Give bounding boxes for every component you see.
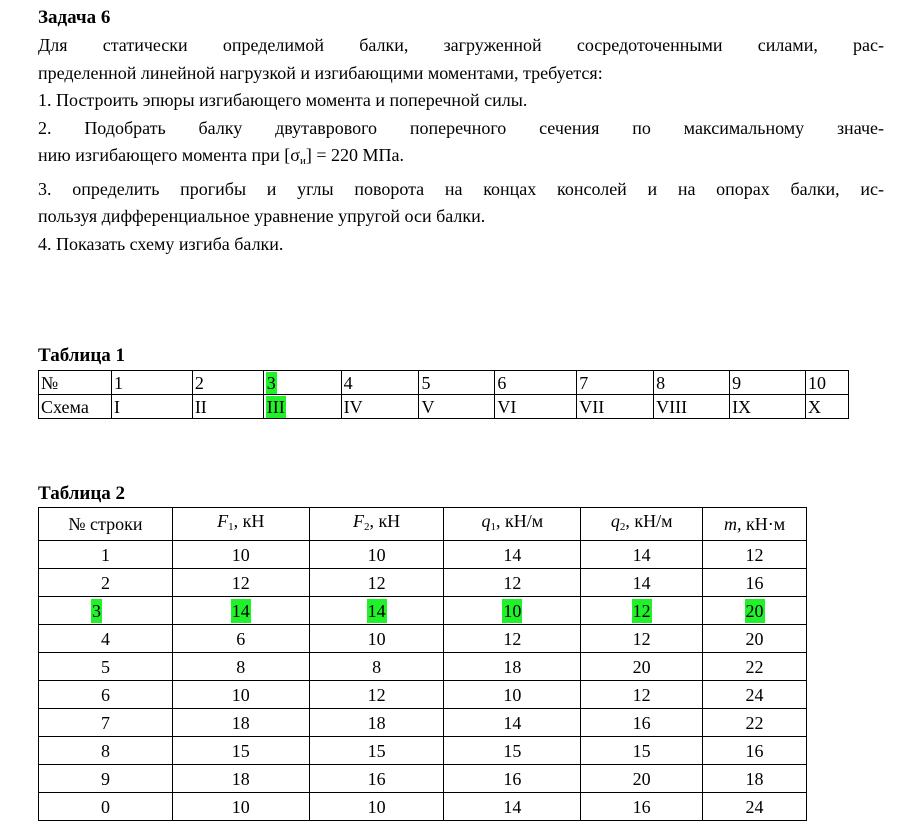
table2-cell-text: 18 xyxy=(231,712,250,733)
table2-cell xyxy=(444,597,581,625)
table2-cell-text: 12 xyxy=(367,572,386,593)
table2-row xyxy=(39,793,807,821)
table2-cell-text: 2 xyxy=(100,572,110,593)
table2-cell xyxy=(39,793,173,821)
table2-cell-text: 9 xyxy=(100,768,110,789)
table2-row xyxy=(39,653,807,681)
table2-cell xyxy=(444,709,581,737)
table2-cell xyxy=(703,765,807,793)
table1 xyxy=(38,370,849,419)
item-2-prefix: нию изгибающего момента при [σ xyxy=(38,145,300,165)
table2-header-cell xyxy=(309,508,444,541)
table1-scheme-cell-text: II xyxy=(194,396,207,417)
table2-cell-text: 14 xyxy=(503,712,522,733)
table2-cell xyxy=(703,569,807,597)
table2-cell xyxy=(703,737,807,765)
table2-cell-text: 10 xyxy=(367,796,386,817)
table2-cell-text: 18 xyxy=(367,712,386,733)
table2-cell-text: 12 xyxy=(632,684,651,705)
intro-line-2: пределенной линейной нагрузкой и изгибающими моментами, требуется: xyxy=(38,62,603,83)
table2-row xyxy=(39,541,807,569)
table2-cell xyxy=(172,737,309,765)
table2-cell-text: 16 xyxy=(745,572,764,593)
table2-header-symbol: m, xyxy=(723,514,742,534)
table1-number-cell xyxy=(341,371,419,395)
table2-cell-text: 10 xyxy=(503,600,522,621)
table2-header-unit: , кН/м xyxy=(625,511,673,531)
table2-cell-text: 15 xyxy=(503,740,522,761)
table2-cell xyxy=(39,681,173,709)
table2-cell xyxy=(444,569,581,597)
item-2-line-2 xyxy=(38,142,884,176)
table1-label-scheme-text: Схема xyxy=(41,396,89,417)
table2-cell-text: 10 xyxy=(231,684,250,705)
table2-header-unit: , кН xyxy=(369,511,401,531)
table1-scheme-cell-text: VII xyxy=(579,396,605,417)
table2-cell-text: 20 xyxy=(632,768,651,789)
table2-cell-text: 7 xyxy=(100,712,110,733)
table1-scheme-cell xyxy=(111,395,192,419)
table2-cell-text: 24 xyxy=(745,796,764,817)
table2-cell xyxy=(703,653,807,681)
table2-cell xyxy=(444,653,581,681)
table2-cell-text: 10 xyxy=(367,628,386,649)
table2-header-unit: , кН/м xyxy=(496,511,544,531)
table2-cell xyxy=(172,681,309,709)
item-3-line-1: 3. определить прогибы и углы поворота на концах консолей и на опорах балки, ис- xyxy=(38,178,884,199)
table2-cell xyxy=(581,653,703,681)
table2-cell xyxy=(703,681,807,709)
table1-scheme-cell-text: VIII xyxy=(656,396,688,417)
table2-header-subscript: 2 xyxy=(363,521,370,533)
intro-line-1: Для статически определимой балки, загруженной сосредоточенными силами, рас- xyxy=(38,35,884,55)
table2-cell-text: 12 xyxy=(503,628,522,649)
table1-label-number xyxy=(39,371,112,395)
table2-cell-text: 8 xyxy=(372,656,382,677)
table1-caption: Таблица 1 xyxy=(38,345,126,366)
table2-cell xyxy=(309,625,444,653)
table1-number-cell xyxy=(495,371,577,395)
table2-cell-text: 16 xyxy=(632,712,651,733)
table1-scheme-cell xyxy=(654,395,730,419)
table2-cell xyxy=(703,709,807,737)
table2-cell xyxy=(444,681,581,709)
table2-cell xyxy=(39,625,173,653)
table2-cell-text: 12 xyxy=(231,572,250,593)
table2-cell-text: 16 xyxy=(503,768,522,789)
table1-scheme-cell-text: I xyxy=(113,396,120,417)
table2-cell xyxy=(39,737,173,765)
table2-cell-text: 18 xyxy=(745,768,764,789)
table2-header-cell xyxy=(39,508,173,541)
table2-cell xyxy=(309,737,444,765)
table2-row xyxy=(39,765,807,793)
table1-number-cell xyxy=(730,371,806,395)
table1-number-cell-text: 6 xyxy=(497,372,507,393)
table2-cell-text: 16 xyxy=(367,768,386,789)
table1-number-cell-text: 8 xyxy=(656,372,666,393)
table2-cell xyxy=(172,569,309,597)
table2-header-cell xyxy=(703,508,807,541)
table2-cell xyxy=(172,597,309,625)
table2-cell xyxy=(581,709,703,737)
table2-header-row xyxy=(39,508,807,541)
table2-cell xyxy=(172,625,309,653)
table2-cell xyxy=(309,793,444,821)
table2-cell xyxy=(703,625,807,653)
table1-label-scheme xyxy=(39,395,112,419)
table2-cell xyxy=(172,709,309,737)
table2-cell xyxy=(39,541,173,569)
table2-cell xyxy=(444,541,581,569)
table2-cell xyxy=(581,681,703,709)
item-4: 4. Показать схему изгиба балки. xyxy=(38,233,284,254)
table1-scheme-cell-text: VI xyxy=(497,396,517,417)
table1-number-cell-text: 9 xyxy=(732,372,742,393)
table2 xyxy=(38,507,807,821)
task-title: Задача 6 xyxy=(38,7,111,28)
table2-cell xyxy=(444,625,581,653)
table2-cell-text: 12 xyxy=(632,600,651,621)
table2-cell-text: 12 xyxy=(503,572,522,593)
table1-row-schemes xyxy=(39,395,849,419)
table1-number-cell-text: 4 xyxy=(343,372,353,393)
table2-cell xyxy=(39,765,173,793)
table1-number-cell-text: 7 xyxy=(579,372,589,393)
table2-header-unit: кН·м xyxy=(741,514,786,534)
item-1: 1. Построить эпюры изгибающего момента и поперечной силы. xyxy=(38,90,528,110)
table1-number-cell xyxy=(577,371,654,395)
table2-cell-text: 20 xyxy=(745,600,764,621)
table1-scheme-cell xyxy=(263,395,341,419)
table2-cell xyxy=(309,765,444,793)
table1-number-cell xyxy=(111,371,192,395)
table1-number-cell-text: 1 xyxy=(113,372,123,393)
table2-cell xyxy=(172,765,309,793)
table2-row xyxy=(39,597,807,625)
table2-header-cell xyxy=(172,508,309,541)
table1-scheme-cell xyxy=(805,395,848,419)
table1-scheme-cell-text: III xyxy=(266,396,285,417)
table2-cell-text: 18 xyxy=(231,768,250,789)
table2-cell-text: 8 xyxy=(236,656,246,677)
table1-scheme-cell xyxy=(495,395,577,419)
sigma-subscript: и xyxy=(299,155,306,167)
table1-number-cell-text: 3 xyxy=(266,372,276,393)
table2-cell-text: 6 xyxy=(236,628,246,649)
table2-cell xyxy=(444,793,581,821)
table1-number-cell xyxy=(805,371,848,395)
table1-number-cell xyxy=(263,371,341,395)
task-description xyxy=(38,32,884,258)
table2-cell-text: 4 xyxy=(100,628,110,649)
table2-cell xyxy=(581,793,703,821)
table2-cell xyxy=(703,541,807,569)
table2-cell xyxy=(309,681,444,709)
table2-cell-text: 22 xyxy=(745,656,764,677)
table1-scheme-cell xyxy=(419,395,495,419)
table2-caption: Таблица 2 xyxy=(38,483,126,504)
table2-cell-text: 10 xyxy=(231,544,250,565)
table1-scheme-cell xyxy=(192,395,263,419)
table2-cell xyxy=(39,709,173,737)
table1-row-numbers xyxy=(39,371,849,395)
table1-number-cell xyxy=(192,371,263,395)
table2-cell xyxy=(581,569,703,597)
table2-header-subscript: 2 xyxy=(619,521,626,533)
item-2-line-1: 2. Подобрать балку двутаврового поперечного сечения по максимальному значе- xyxy=(38,117,884,138)
table2-cell-text: 16 xyxy=(632,796,651,817)
table2-row xyxy=(39,569,807,597)
table1-number-cell-text: 2 xyxy=(194,372,204,393)
table1-scheme-cell xyxy=(577,395,654,419)
table2-cell xyxy=(172,653,309,681)
table2-cell-text: 20 xyxy=(632,656,651,677)
item-2-suffix: ] = 220 МПа. xyxy=(305,145,404,165)
table2-header-subscript: 1 xyxy=(228,521,234,533)
table2-cell-text: 3 xyxy=(92,600,101,621)
table2-cell-text: 12 xyxy=(745,544,764,565)
table2-cell xyxy=(39,569,173,597)
table1-scheme-cell xyxy=(341,395,419,419)
table1-number-cell-text: 5 xyxy=(421,372,431,393)
table1-number-cell xyxy=(654,371,730,395)
table2-cell xyxy=(172,793,309,821)
table2-row xyxy=(39,681,807,709)
table2-cell-text: 15 xyxy=(367,740,386,761)
table2-header-symbol: F xyxy=(217,511,229,531)
table2-row xyxy=(39,737,807,765)
table2-header-symbol: q xyxy=(481,511,491,531)
table1-number-cell-text: 10 xyxy=(807,372,826,393)
table2-cell xyxy=(581,625,703,653)
table2-header-symbol: q xyxy=(610,511,620,531)
table2-cell-text: 15 xyxy=(231,740,250,761)
table2-cell-text: 5 xyxy=(100,656,110,677)
table2-cell xyxy=(703,597,807,625)
table2-cell xyxy=(309,541,444,569)
table1-scheme-cell xyxy=(730,395,806,419)
table1-scheme-cell-text: V xyxy=(421,396,435,417)
table2-cell-text: 14 xyxy=(632,572,651,593)
table2-cell xyxy=(581,597,703,625)
table2-cell-text: 14 xyxy=(367,600,386,621)
table2-cell xyxy=(444,737,581,765)
table1-scheme-cell-text: IX xyxy=(732,396,752,417)
table2-cell-text: 10 xyxy=(231,796,250,817)
table2-header-cell xyxy=(444,508,581,541)
table2-cell xyxy=(309,597,444,625)
table2-cell xyxy=(39,653,173,681)
table2-cell-text: 15 xyxy=(632,740,651,761)
table2-cell xyxy=(309,653,444,681)
table2-cell xyxy=(703,793,807,821)
table2-cell-text: 1 xyxy=(100,544,110,565)
table2-row xyxy=(39,625,807,653)
table2-cell xyxy=(581,737,703,765)
table2-cell-text: 8 xyxy=(100,740,110,761)
table2-cell-text: 14 xyxy=(632,544,651,565)
table2-cell xyxy=(309,709,444,737)
table2-header-symbol: F xyxy=(352,511,364,531)
table2-cell xyxy=(172,541,309,569)
table1-label-number-text: № xyxy=(41,372,59,393)
table2-cell-text: 18 xyxy=(503,656,522,677)
table2-cell xyxy=(581,765,703,793)
table2-cell xyxy=(581,541,703,569)
table2-cell xyxy=(39,597,173,625)
table2-cell xyxy=(444,765,581,793)
table1-number-cell xyxy=(419,371,495,395)
table2-header-cell xyxy=(581,508,703,541)
table2-cell-text: 14 xyxy=(503,796,522,817)
table2-cell-text: 24 xyxy=(745,684,764,705)
item-3-line-2: пользуя дифференциальное уравнение упругой оси балки. xyxy=(38,206,486,226)
table2-cell-text: 16 xyxy=(745,740,764,761)
table2-cell-text: 22 xyxy=(745,712,764,733)
table2-cell-text: 12 xyxy=(632,628,651,649)
table2-cell-text: 10 xyxy=(503,684,522,705)
table2-cell-text: 0 xyxy=(100,796,110,817)
table2-row xyxy=(39,709,807,737)
table2-cell-text: 14 xyxy=(503,544,522,565)
table2-header-subscript: 1 xyxy=(490,521,497,533)
table2-cell-text: 6 xyxy=(100,684,110,705)
table2-header-text: № строки xyxy=(68,514,143,534)
table2-cell xyxy=(309,569,444,597)
table1-scheme-cell-text: IV xyxy=(343,396,363,417)
table2-header-unit: , кН xyxy=(233,511,265,531)
table2-cell-text: 10 xyxy=(367,544,386,565)
table1-scheme-cell-text: X xyxy=(807,396,821,417)
table2-cell-text: 14 xyxy=(231,600,250,621)
table2-cell-text: 12 xyxy=(367,684,386,705)
table2-cell-text: 20 xyxy=(745,628,764,649)
